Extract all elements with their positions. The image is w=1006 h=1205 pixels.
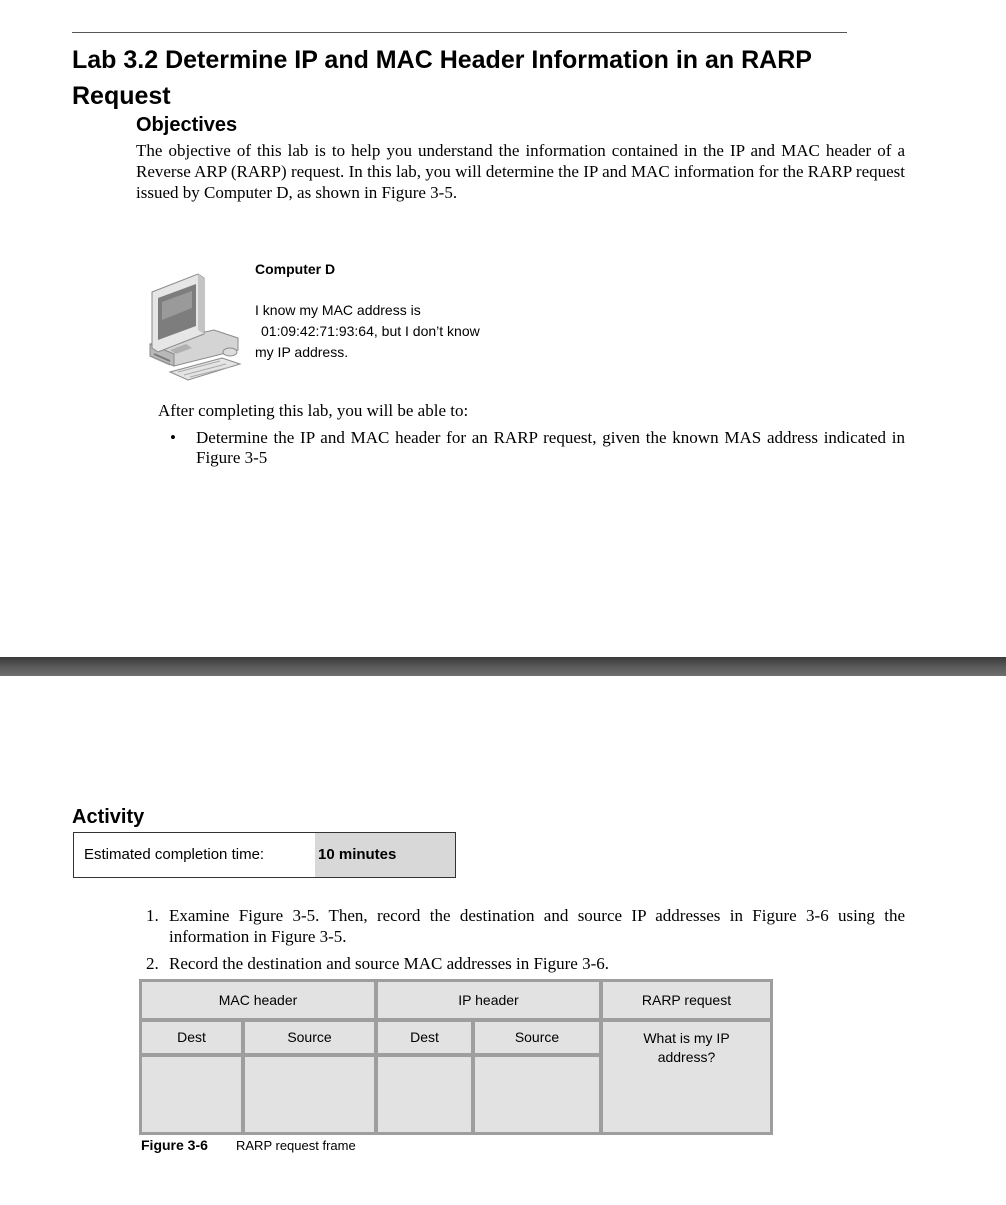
ip-source-answer-cell[interactable] [475, 1057, 599, 1132]
outcome-list [170, 428, 905, 468]
mac-header-cell: MAC header [142, 982, 374, 1018]
ip-source-cell: Source [475, 1022, 599, 1053]
time-value: 10 minutes [315, 833, 455, 877]
mac-source-answer-cell[interactable] [245, 1057, 374, 1132]
ip-dest-cell: Dest [378, 1022, 471, 1053]
time-label: Estimated completion time: [84, 846, 265, 863]
ip-dest-answer-cell[interactable] [378, 1057, 471, 1132]
estimated-time-box [73, 832, 456, 878]
list-item [146, 905, 905, 947]
bullet: • [170, 428, 176, 447]
payload-line: What is my IP [643, 1030, 730, 1046]
top-rule [72, 32, 847, 33]
figure-title: RARP request frame [236, 1138, 356, 1153]
computer-icon [140, 268, 244, 384]
after-completing-text: After completing this lab, you will be able to: [158, 401, 469, 420]
ip-header-cell: IP header [378, 982, 599, 1018]
objectives-heading: Objectives [136, 114, 238, 136]
list-item [170, 428, 905, 468]
activity-steps [146, 905, 905, 980]
page-separator [0, 657, 1006, 676]
mac-source-cell: Source [245, 1022, 374, 1053]
lab-title: Lab 3.2 Determine IP and MAC Header Information in an RARP Request [72, 46, 812, 110]
list-item [146, 953, 905, 974]
figure-caption [141, 1137, 356, 1153]
step-number: 2. [146, 954, 159, 973]
quote-line: I know my MAC address is [255, 302, 421, 318]
quote-line: my IP address. [255, 344, 349, 360]
payload-line: address? [657, 1049, 716, 1065]
outcome-text: Determine the IP and MAC header for an RARP request, given the known MAS address indicated in Figure 3-5 [196, 428, 905, 467]
step-text: Examine Figure 3-5. Then, record the destination and source IP addresses in Figure 3-6 using the information in Figure 3-5. [169, 906, 905, 946]
mac-dest-answer-cell[interactable] [142, 1057, 241, 1132]
rarp-request-cell: RARP request [603, 982, 770, 1018]
step-number: 1. [146, 906, 159, 925]
computer-label: Computer D [255, 261, 336, 277]
activity-heading: Activity [72, 806, 145, 828]
objectives-text: The objective of this lab is to help you understand the information contained in the IP and MAC header of a Reverse ARP (RARP) request. In this lab, you will determine the IP and MAC information for the RARP request issued by Computer D, as shown in Figure 3-5. [136, 141, 905, 202]
rarp-payload-cell [603, 1022, 770, 1132]
step-text: Record the destination and source MAC addresses in Figure 3-6. [169, 954, 610, 973]
quote-line: 01:09:42:71:93:64, but I don’t know [261, 323, 480, 339]
mac-dest-cell: Dest [142, 1022, 241, 1053]
computer-quote [255, 300, 535, 363]
figure-number: Figure 3-6 [141, 1137, 208, 1153]
rarp-frame-diagram [139, 979, 773, 1135]
